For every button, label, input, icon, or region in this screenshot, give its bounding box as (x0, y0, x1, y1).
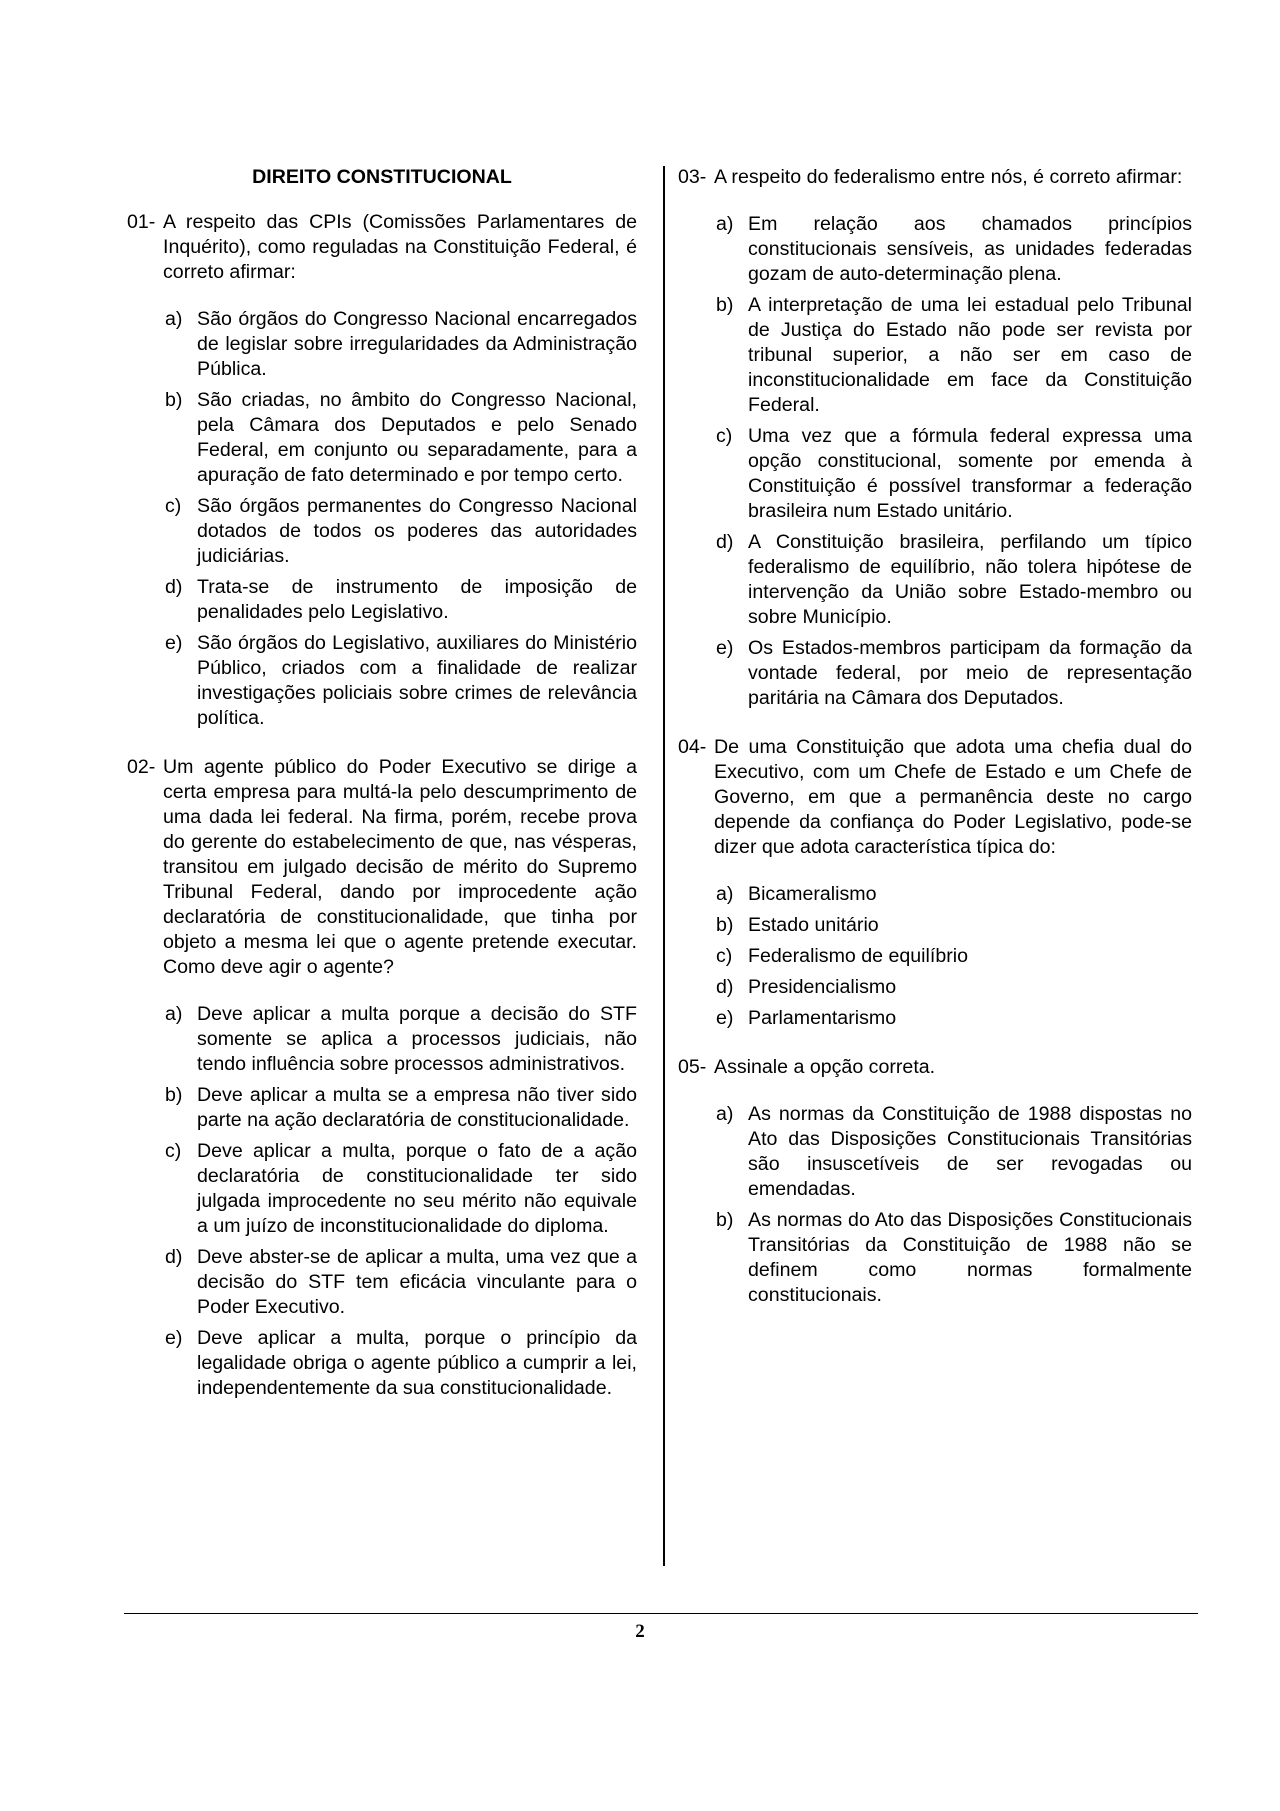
option-c (716, 424, 1192, 524)
option-a (165, 1002, 637, 1077)
option-text: As normas da Constituição de 1988 dispostas no Ato das Disposições Constitucionais Transitórias são insuscetíveis de ser revogadas ou emendadas. (748, 1103, 1192, 1200)
question-number: 01- (127, 211, 156, 233)
option-e (716, 1006, 1192, 1031)
option-b (165, 1083, 637, 1133)
option-text: Deve aplicar a multa, porque o princípio da legalidade obriga o agente público a cumprir a lei, independentemente da sua constitucionalidade. (197, 1327, 637, 1399)
option-e (716, 636, 1192, 711)
option-c (716, 944, 1192, 969)
option-letter: b) (165, 389, 183, 411)
question-stem (678, 1055, 1192, 1080)
option-e (165, 1326, 637, 1401)
options-list (678, 882, 1192, 1031)
option-letter: d) (716, 531, 734, 553)
option-text: Parlamentarismo (748, 1007, 897, 1029)
option-letter: d) (716, 976, 734, 998)
right-column (678, 165, 1192, 1332)
question-text: A respeito das CPIs (Comissões Parlamentares de Inquérito), como reguladas na Constituição Federal, é correto afirmar: (163, 211, 637, 283)
option-letter: a) (716, 1103, 734, 1125)
option-b (165, 388, 637, 488)
option-text: Estado unitário (748, 914, 879, 936)
option-letter: c) (716, 425, 733, 447)
question-03 (678, 165, 1192, 711)
option-a (716, 882, 1192, 907)
option-letter: c) (716, 945, 733, 967)
question-02 (127, 755, 637, 1401)
option-b (716, 293, 1192, 418)
option-letter: e) (165, 1327, 183, 1349)
option-text: Federalismo de equilíbrio (748, 945, 968, 967)
question-text: Assinale a opção correta. (714, 1056, 936, 1078)
footer-rule (124, 1613, 1198, 1614)
question-number: 02- (127, 756, 156, 778)
option-letter: c) (165, 1140, 182, 1162)
option-d (716, 530, 1192, 630)
option-text: Presidencialismo (748, 976, 897, 998)
question-stem (127, 210, 637, 285)
option-a (165, 307, 637, 382)
question-01 (127, 210, 637, 731)
option-letter: c) (165, 495, 182, 517)
option-letter: d) (165, 1246, 183, 1268)
option-text: A Constituição brasileira, perfilando um típico federalismo de equilíbrio, não tolera hipótese de intervenção da União sobre Estado-membro ou sobre Município. (748, 531, 1192, 628)
option-letter: b) (716, 914, 734, 936)
options-list (127, 1002, 637, 1401)
option-text: São criadas, no âmbito do Congresso Nacional, pela Câmara dos Deputados e pelo Senado Federal, em conjunto ou separadamente, para a apuração de fato determinado e por tempo certo. (197, 389, 637, 486)
option-a (716, 212, 1192, 287)
option-text: Deve aplicar a multa se a empresa não tiver sido parte na ação declaratória de constitucionalidade. (197, 1084, 637, 1131)
option-b (716, 1208, 1192, 1308)
question-05 (678, 1055, 1192, 1308)
option-letter: a) (716, 213, 734, 235)
option-c (165, 1139, 637, 1239)
option-text: Deve abster-se de aplicar a multa, uma vez que a decisão do STF tem eficácia vinculante para o Poder Executivo. (197, 1246, 637, 1318)
option-text: São órgãos do Congresso Nacional encarregados de legislar sobre irregularidades da Administração Pública. (197, 308, 637, 380)
question-number: 04- (678, 736, 707, 758)
question-stem (678, 735, 1192, 860)
option-letter: e) (165, 632, 183, 654)
option-text: São órgãos do Legislativo, auxiliares do Ministério Público, criados com a finalidade de realizar investigações policiais sobre crimes de relevância política. (197, 632, 637, 729)
option-letter: e) (716, 637, 734, 659)
page-title: DIREITO CONSTITUCIONAL (252, 166, 512, 188)
page-number: 2 (635, 1621, 645, 1642)
option-text: A interpretação de uma lei estadual pelo Tribunal de Justiça do Estado não pode ser revista por tribunal superior, a não ser em caso de inconstitucionalidade em face da Constituição Federal. (748, 294, 1192, 416)
option-letter: b) (716, 1209, 734, 1231)
option-text: Bicameralismo (748, 883, 877, 905)
question-stem (127, 755, 637, 980)
option-a (716, 1102, 1192, 1202)
option-b (716, 913, 1192, 938)
option-text: Em relação aos chamados princípios constitucionais sensíveis, as unidades federadas gozam de auto-determinação plena. (748, 213, 1192, 285)
option-text: São órgãos permanentes do Congresso Nacional dotados de todos os poderes das autoridades judiciárias. (197, 495, 637, 567)
option-letter: d) (165, 576, 183, 598)
option-text: Uma vez que a fórmula federal expressa uma opção constitucional, somente por emenda à Constituição é possível transformar a federação brasileira num Estado unitário. (748, 425, 1192, 522)
option-e (165, 631, 637, 731)
option-text: Deve aplicar a multa porque a decisão do STF somente se aplica a processos judiciais, não tendo influência sobre processos administrativos. (197, 1003, 637, 1075)
question-number: 05- (678, 1056, 707, 1078)
option-d (716, 975, 1192, 1000)
question-stem (678, 165, 1192, 190)
option-d (165, 1245, 637, 1320)
option-c (165, 494, 637, 569)
option-d (165, 575, 637, 625)
options-list (127, 307, 637, 731)
question-04 (678, 735, 1192, 1031)
option-letter: b) (716, 294, 734, 316)
option-text: Os Estados-membros participam da formação da vontade federal, por meio de representação paritária na Câmara dos Deputados. (748, 637, 1192, 709)
question-text: Um agente público do Poder Executivo se dirige a certa empresa para multá-la pelo descumprimento de uma dada lei federal. Na firma, porém, recebe prova do gerente do estabelecimento de que, nas vésperas, transitou em julgado decisão de mérito do Supremo Tribunal Federal, dando por improcedente ação declaratória de constitucionalidade, que tinha por objeto a mesma lei que o agente pretende executar. Como deve agir o agente? (163, 756, 637, 978)
question-number: 03- (678, 166, 707, 188)
option-letter: a) (165, 1003, 183, 1025)
column-divider (663, 166, 665, 1566)
question-text: De uma Constituição que adota uma chefia dual do Executivo, com um Chefe de Estado e um Chefe de Governo, em que a permanência deste no cargo depende da confiança do Poder Legislativo, pode-se dizer que adota característica típica do: (714, 736, 1192, 858)
options-list (678, 1102, 1192, 1308)
question-text: A respeito do federalismo entre nós, é correto afirmar: (714, 166, 1183, 188)
options-list (678, 212, 1192, 711)
option-letter: a) (165, 308, 183, 330)
option-letter: e) (716, 1007, 734, 1029)
option-text: Deve aplicar a multa, porque o fato de a ação declaratória de constitucionalidade ter sido julgada improcedente no seu mérito não equivale a um juízo de inconstitucionalidade do diploma. (197, 1140, 637, 1237)
option-text: As normas do Ato das Disposições Constitucionais Transitórias da Constituição de 1988 não se definem como normas formalmente constitucionais. (748, 1209, 1192, 1306)
left-column (127, 165, 637, 1425)
option-letter: a) (716, 883, 734, 905)
option-letter: b) (165, 1084, 183, 1106)
option-text: Trata-se de instrumento de imposição de penalidades pelo Legislativo. (197, 576, 637, 623)
